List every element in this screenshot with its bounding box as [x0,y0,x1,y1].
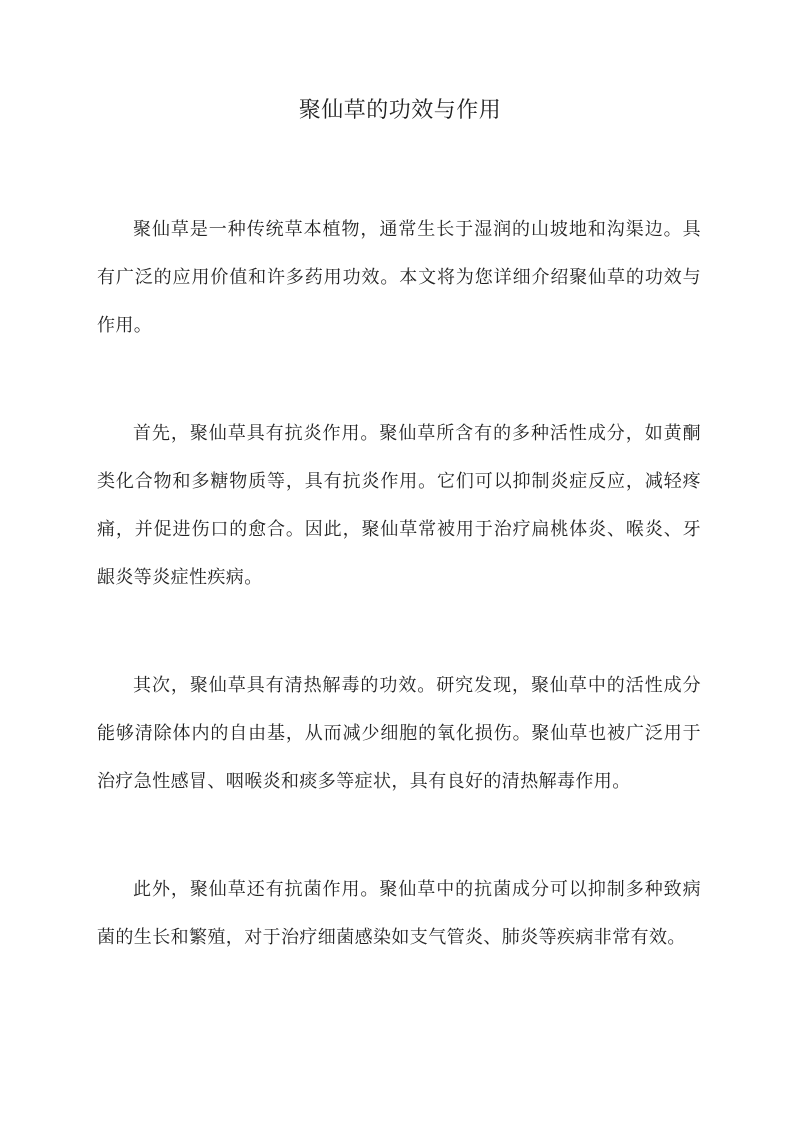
paragraph-intro: 聚仙草是一种传统草本植物，通常生长于湿润的山坡地和沟渠边。具有广泛的应用价值和许多药用功效。本文将为您详细介绍聚仙草的功效与作用。 [97,219,701,336]
paragraph-detox: 其次，聚仙草具有清热解毒的功效。研究发现，聚仙草中的活性成分能够清除体内的自由基，从而减少细胞的氧化损伤。聚仙草也被广泛用于治疗急性感冒、咽喉炎和痰多等症状，具有良好的清热解毒作用。 [97,675,701,792]
document-title: 聚仙草的功效与作用 [298,98,502,123]
paragraph-antibacterial: 此外，聚仙草还有抗菌作用。聚仙草中的抗菌成分可以抑制多种致病菌的生长和繁殖，对于治疗细菌感染如支气管炎、肺炎等疾病非常有效。 [97,879,701,948]
paragraph-anti-inflammatory: 首先，聚仙草具有抗炎作用。聚仙草所含有的多种活性成分，如黄酮类化合物和多糖物质等，具有抗炎作用。它们可以抑制炎症反应，减轻疼痛，并促进伤口的愈合。因此，聚仙草常被用于治疗扁桃体炎、喉炎、牙龈炎等炎症性疾病。 [97,423,701,588]
